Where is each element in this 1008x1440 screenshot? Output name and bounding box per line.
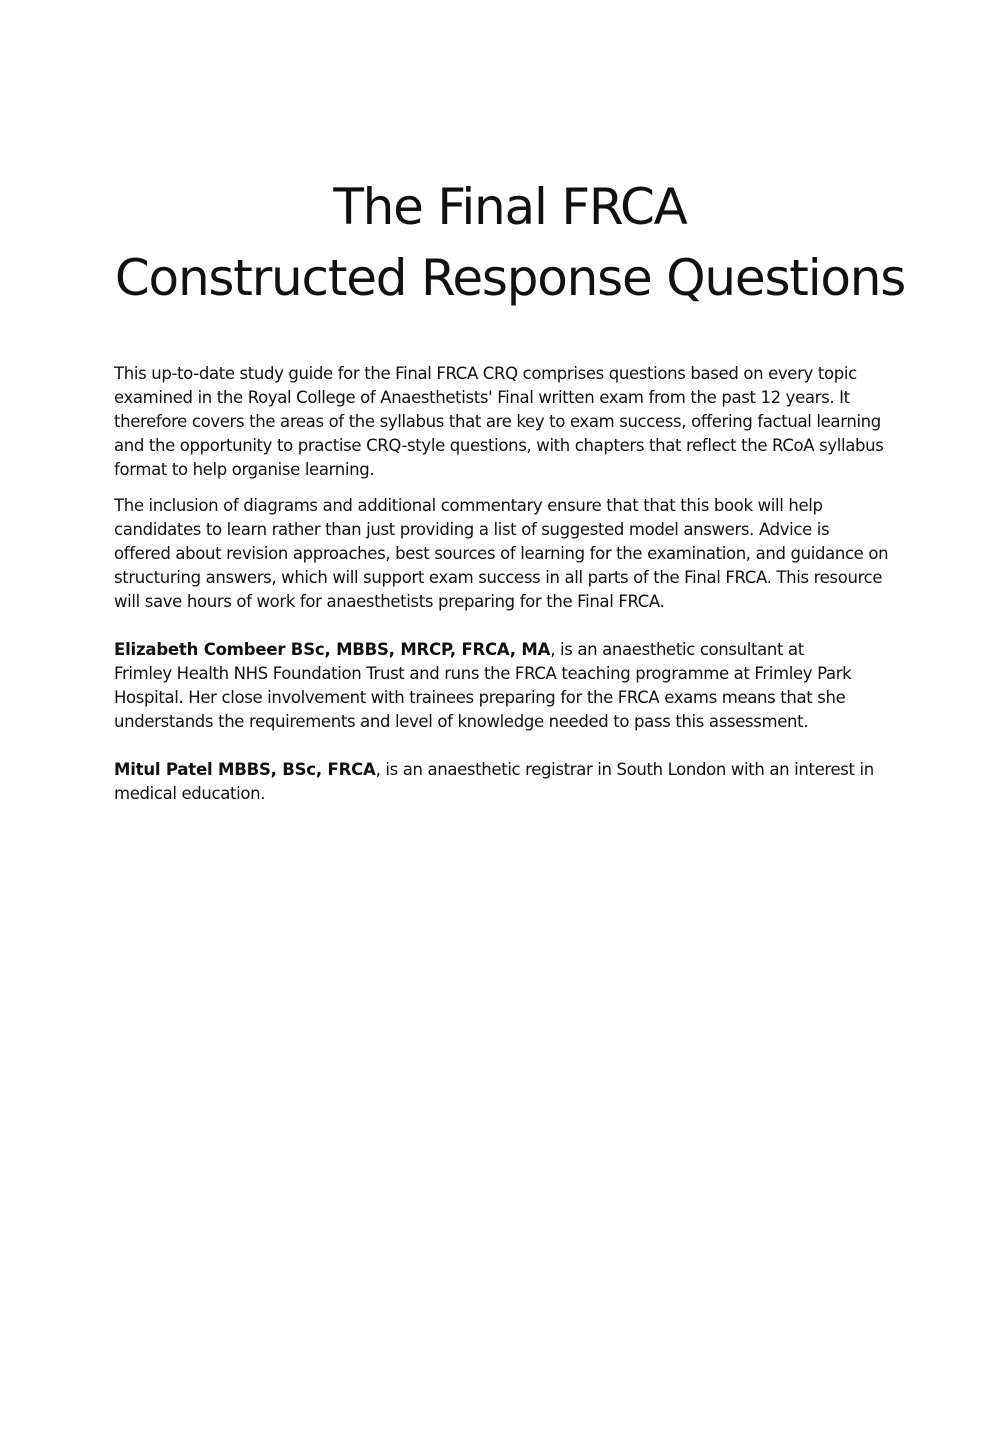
author-bio-combeer	[114, 638, 914, 734]
paragraph-spacer	[114, 614, 914, 638]
author-name-patel: Mitul Patel MBBS, BSc, FRCA	[114, 760, 376, 779]
author-bio-text: , is an anaesthetic consultant at	[550, 640, 804, 659]
title-line-1: The Final FRCA	[333, 178, 687, 236]
text-line: understands the requirements and level of knowledge needed to pass this assessment.	[114, 712, 809, 731]
text-line: candidates to learn rather than just providing a list of suggested model answers. Advice is	[114, 520, 830, 539]
text-line: and the opportunity to practise CRQ-style questions, with chapters that reflect the RCoA syllabus	[114, 436, 884, 455]
text-line: examined in the Royal College of Anaesthetists' Final written exam from the past 12 years. It	[114, 388, 850, 407]
paragraph-spacer	[114, 734, 914, 758]
author-bio-patel	[114, 758, 914, 806]
author-bio-text: , is an anaesthetic registrar in South London with an interest in	[375, 760, 874, 779]
title-line-2: Constructed Response Questions	[114, 249, 906, 307]
text-line: This up-to-date study guide for the Final FRCA CRQ comprises questions based on every topic	[114, 364, 857, 383]
text-line: offered about revision approaches, best sources of learning for the examination, and guidance on	[114, 544, 889, 563]
author-name-combeer: Elizabeth Combeer BSc, MBBS, MRCP, FRCA, MA	[114, 640, 551, 659]
text-line: Frimley Health NHS Foundation Trust and runs the FRCA teaching programme at Frimley Park	[114, 664, 852, 683]
text-line: medical education.	[114, 784, 266, 803]
paragraph-spacer	[114, 482, 914, 494]
author-bio-first-line	[114, 758, 914, 782]
blurb-text	[114, 362, 914, 806]
text-line: The inclusion of diagrams and additional commentary ensure that that this book will help	[114, 496, 823, 515]
text-line: will save hours of work for anaesthetists preparing for the Final FRCA.	[114, 592, 665, 611]
text-line: structuring answers, which will support exam success in all parts of the Final FRCA. This resource	[114, 568, 883, 587]
text-line: Hospital. Her close involvement with trainees preparing for the FRCA exams means that she	[114, 688, 846, 707]
book-title	[60, 172, 960, 314]
author-bio-first-line	[114, 638, 914, 662]
text-line: therefore covers the areas of the syllabus that are key to exam success, offering factual learning	[114, 412, 881, 431]
text-line: format to help organise learning.	[114, 460, 375, 479]
intro-paragraph-2	[114, 494, 914, 614]
intro-paragraph-1	[114, 362, 914, 482]
